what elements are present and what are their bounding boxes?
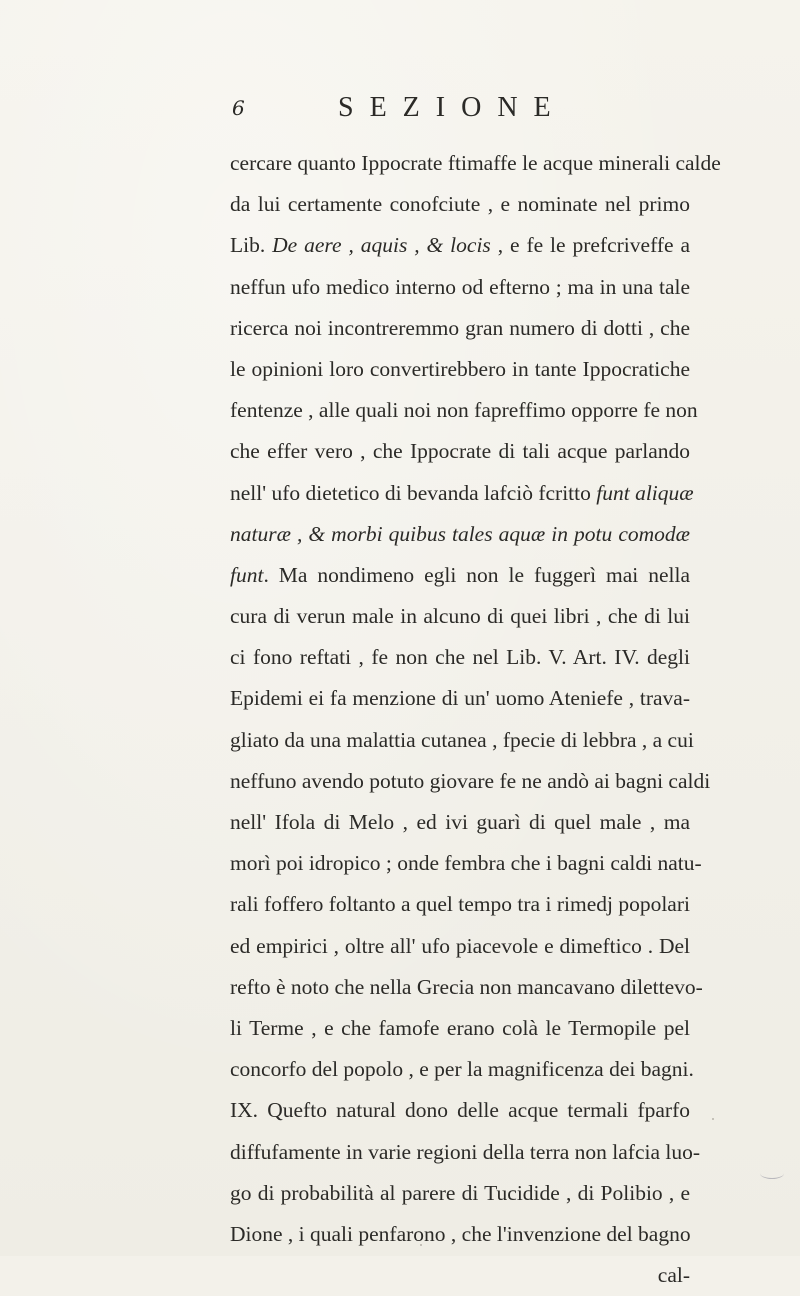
text-segment: ed empirici , oltre all' ufo piacevole e dimeftico . Del xyxy=(230,933,690,958)
text-segment: ci fono reftati , fe non che nel Lib. V. Art. IV. degli xyxy=(230,645,690,670)
text-segment: concorfo del popolo , e per la magnificenza dei bagni. xyxy=(230,1057,694,1082)
text-line xyxy=(230,473,694,514)
text-line xyxy=(230,843,702,884)
text-line xyxy=(230,884,690,925)
text-line xyxy=(230,184,690,225)
text-segment: refto è noto che nella Grecia non mancavano dilettevo- xyxy=(230,974,703,999)
text-line xyxy=(230,637,690,678)
text-line xyxy=(230,267,690,308)
text-line xyxy=(230,1173,690,1214)
text-segment: , e fe le prefcriveffe a xyxy=(490,233,690,258)
text-line xyxy=(230,1090,690,1131)
text-segment: che effer vero , che Ippocrate di tali acque parlando xyxy=(230,439,690,464)
text-line xyxy=(230,1132,701,1173)
italic-text: De aere , aquis , & locis xyxy=(272,233,491,258)
page-number: 6 xyxy=(232,96,245,120)
paper-speck xyxy=(712,1118,714,1120)
text-segment: Epidemi ei fa menzione di un' uomo Ateniefe , trava- xyxy=(230,686,690,711)
text-line xyxy=(230,1255,690,1296)
text-segment: ricerca noi incontreremmo gran numero di dotti , che xyxy=(230,315,690,340)
text-line xyxy=(230,1008,690,1049)
text-segment: cal- xyxy=(657,1263,690,1288)
text-segment: Lib. xyxy=(230,233,273,258)
text-segment: le opinioni loro convertirebbero in tante Ippocratiche xyxy=(230,356,690,381)
page-header xyxy=(222,92,692,132)
text-line xyxy=(230,926,690,967)
text-line xyxy=(230,720,694,761)
text-line xyxy=(230,1214,690,1255)
text-segment: gliato da una malattia cutanea , fpecie di lebbra , a cui xyxy=(230,727,694,752)
text-segment: morì poi idropico ; onde fembra che i bagni caldi natu- xyxy=(230,851,702,876)
text-segment: go di probabilità al parere di Tucidide , di Polibio , e xyxy=(230,1180,690,1205)
italic-text: naturæ , & morbi quibus tales aquæ in potu comodæ xyxy=(230,521,690,546)
text-line xyxy=(230,596,690,637)
text-line xyxy=(230,143,721,184)
text-segment: Dione , i quali penfarono , che l'invenzione del bagno xyxy=(230,1221,691,1246)
text-segment: IX. Quefto natural dono delle acque termali fparfo xyxy=(230,1098,690,1123)
text-line xyxy=(230,390,698,431)
italic-text: funt xyxy=(230,562,264,587)
text-line xyxy=(230,1049,694,1090)
paper-fold-mark xyxy=(760,1168,784,1179)
text-segment: li Terme , e che famofe erano colà le Termopile pel xyxy=(230,1015,690,1040)
text-segment: fentenze , alle quali noi non fapreffimo opporre fe non xyxy=(230,398,698,423)
text-segment: cura di verun male in alcuno di quei libri , che di lui xyxy=(230,604,690,629)
text-line xyxy=(230,555,690,596)
text-line xyxy=(230,967,703,1008)
text-segment: diffufamente in varie regioni della terra non lafcia luo- xyxy=(230,1139,701,1164)
text-segment: rali foffero foltanto a quel tempo tra i rimedj popolari xyxy=(230,892,690,917)
text-segment: da lui certamente conofciute , e nominate nel primo xyxy=(230,192,690,217)
text-segment: nell' ufo dietetico di bevanda lafciò fcritto xyxy=(230,480,597,505)
text-line xyxy=(230,349,690,390)
text-line xyxy=(230,514,690,555)
text-line xyxy=(230,678,690,719)
text-segment: . Ma nondimeno egli non le fuggerì mai nella xyxy=(263,562,690,587)
text-line xyxy=(230,802,690,843)
text-line xyxy=(230,761,711,802)
text-segment: cercare quanto Ippocrate ftimaffe le acque minerali calde xyxy=(230,151,721,175)
text-line xyxy=(230,225,690,266)
text-segment: nell' Ifola di Melo , ed ivi guarì di quel male , ma xyxy=(230,810,690,834)
text-line xyxy=(230,431,690,472)
running-head: SEZIONE xyxy=(338,92,567,123)
body-text xyxy=(230,143,721,1296)
text-line xyxy=(230,308,690,349)
paper-speck xyxy=(420,1244,422,1246)
text-segment: neffuno avendo potuto giovare fe ne andò ai bagni caldi xyxy=(230,768,711,793)
text-segment: neffun ufo medico interno od efterno ; ma in una tale xyxy=(230,274,690,299)
italic-text: funt aliquæ xyxy=(596,480,694,505)
